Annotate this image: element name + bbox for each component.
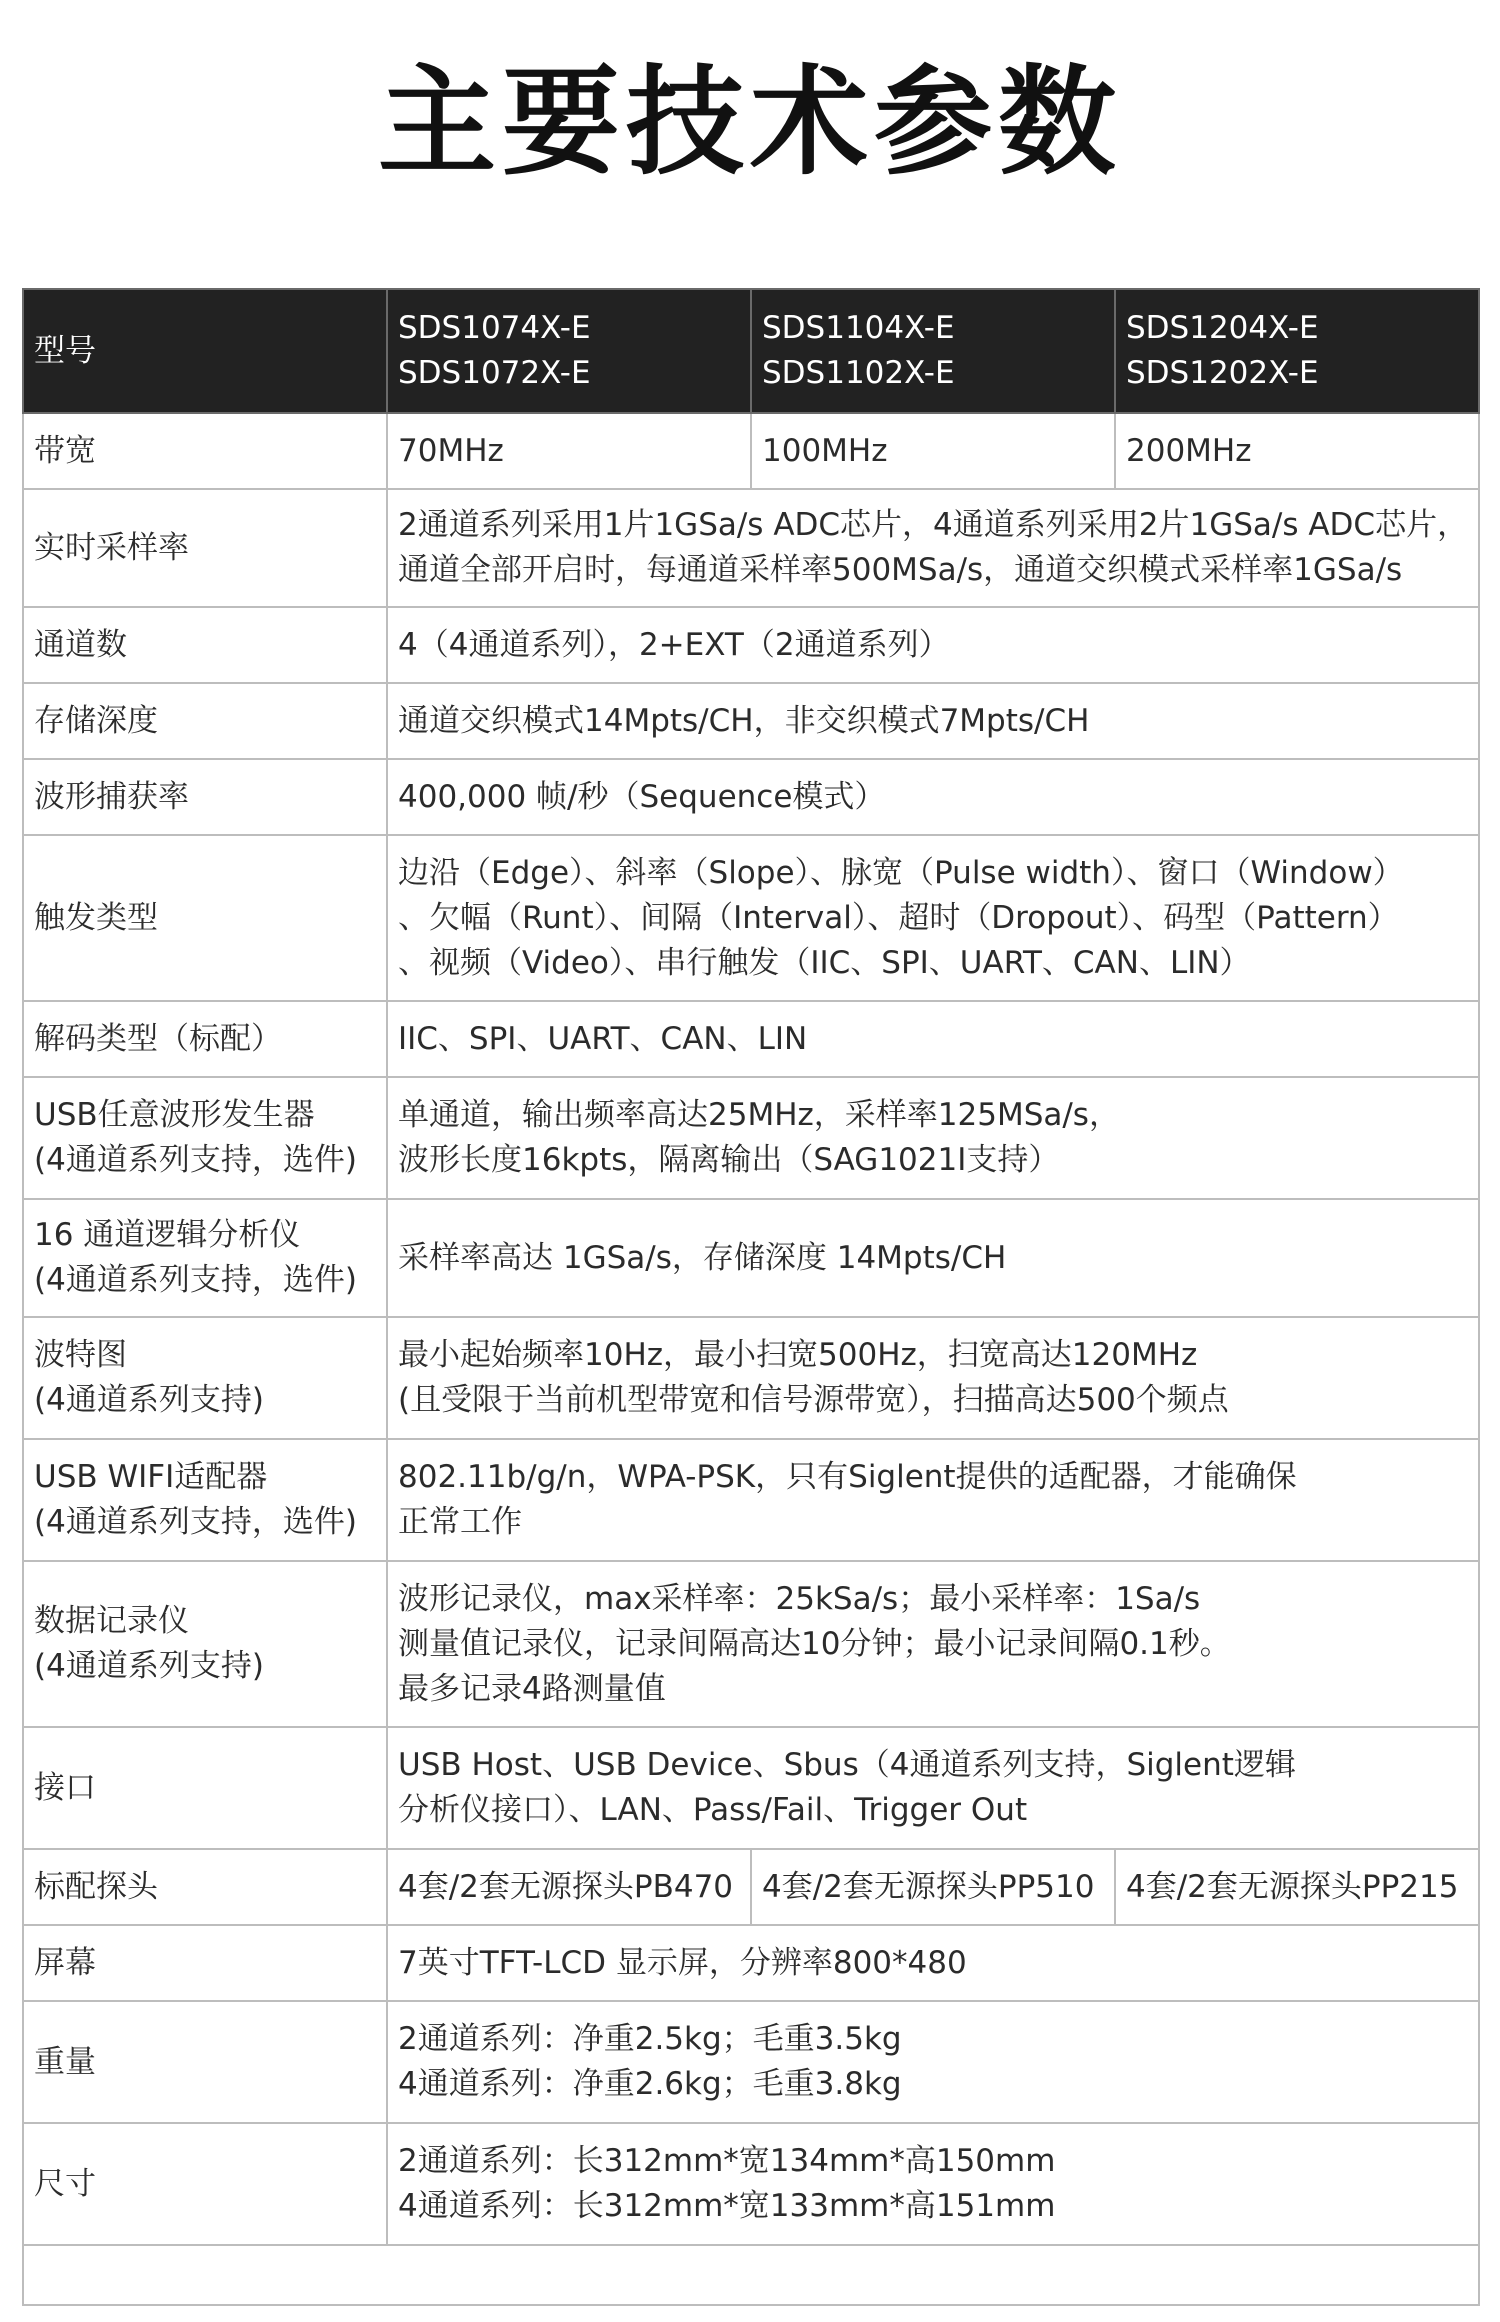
row-label-cell bbox=[23, 1001, 387, 1077]
row-label: 尺寸 bbox=[34, 2165, 96, 2202]
row-value-cell bbox=[387, 1849, 751, 1925]
row-value: 4套/2套无源探头PP510 bbox=[762, 1868, 1095, 1905]
model-name: SDS1204X-E bbox=[1126, 310, 1319, 346]
row-label: 触发类型 bbox=[34, 899, 158, 936]
table-row bbox=[23, 2123, 1479, 2245]
row-value: 最小起始频率10Hz，最小扫宽500Hz，扫宽高达120MHz bbox=[398, 1337, 1198, 1373]
row-label-cell bbox=[23, 759, 387, 835]
row-value-cell bbox=[387, 759, 1479, 835]
table-header-row bbox=[23, 289, 1479, 413]
row-value-cell bbox=[387, 1561, 1479, 1727]
row-value: 最多记录4路测量值 bbox=[398, 1670, 666, 1707]
header-label: 型号 bbox=[34, 332, 96, 369]
row-value-cell bbox=[387, 683, 1479, 759]
row-value-cell bbox=[387, 835, 1479, 1001]
row-value-cell bbox=[387, 1317, 1479, 1439]
row-value: 测量值记录仪，记录间隔高达10分钟；最小记录间隔0.1秒。 bbox=[398, 1625, 1231, 1662]
model-name: SDS1074X-E bbox=[398, 310, 591, 346]
row-value-cell bbox=[1115, 413, 1479, 489]
row-value-cell bbox=[1115, 1849, 1479, 1925]
row-value: 400,000 帧/秒（Sequence模式） bbox=[398, 778, 886, 815]
table-row bbox=[23, 1849, 1479, 1925]
row-value: 2通道系列采用1片1GSa/s ADC芯片，4通道系列采用2片1GSa/s ADC芯片， bbox=[398, 507, 1469, 543]
row-label-cell bbox=[23, 683, 387, 759]
row-value: 正常工作 bbox=[398, 1504, 522, 1540]
model-name: SDS1102X-E bbox=[762, 355, 955, 391]
row-value: 7英寸TFT-LCD 显示屏，分辨率800*480 bbox=[398, 1944, 967, 1981]
row-label: 解码类型（标配） bbox=[34, 1020, 282, 1057]
row-label: (4通道系列支持，选件) bbox=[34, 1262, 357, 1298]
row-value: IIC、SPI、UART、CAN、LIN bbox=[398, 1020, 808, 1057]
row-value: 2通道系列：长312mm*宽134mm*高150mm bbox=[398, 2143, 1056, 2179]
row-label: (4通道系列支持，选件) bbox=[34, 1142, 357, 1178]
header-label-cell bbox=[23, 289, 387, 413]
row-label-cell bbox=[23, 1439, 387, 1561]
row-value-cell bbox=[751, 1849, 1115, 1925]
row-value-cell bbox=[387, 1925, 1479, 2001]
row-value: 4通道系列：长312mm*宽133mm*高151mm bbox=[398, 2188, 1056, 2224]
table-row bbox=[23, 1317, 1479, 1439]
empty-cell bbox=[23, 2245, 1479, 2305]
row-label-cell bbox=[23, 607, 387, 683]
table-row bbox=[23, 1727, 1479, 1849]
row-label: USB WIFI适配器 bbox=[34, 1459, 268, 1495]
row-label-cell bbox=[23, 1199, 387, 1317]
table-row bbox=[23, 1077, 1479, 1199]
table-row bbox=[23, 759, 1479, 835]
row-value: 边沿（Edge）、斜率（Slope）、脉宽（Pulse width）、窗口（Window） bbox=[398, 854, 1404, 891]
row-value: 4通道系列：净重2.6kg；毛重3.8kg bbox=[398, 2066, 902, 2102]
row-label-cell bbox=[23, 1077, 387, 1199]
table-row bbox=[23, 413, 1479, 489]
row-value: 采样率高达 1GSa/s，存储深度 14Mpts/CH bbox=[398, 1239, 1007, 1276]
row-label-cell bbox=[23, 2001, 387, 2123]
row-value-cell bbox=[751, 413, 1115, 489]
row-value: 分析仪接口）、LAN、Pass/Fail、Trigger Out bbox=[398, 1792, 1028, 1828]
model-cell bbox=[1115, 289, 1479, 413]
row-label-cell bbox=[23, 1849, 387, 1925]
row-label-cell bbox=[23, 2123, 387, 2245]
row-value: 70MHz bbox=[398, 432, 504, 469]
model-cell bbox=[387, 289, 751, 413]
row-value-cell bbox=[387, 607, 1479, 683]
row-label: 重量 bbox=[34, 2043, 96, 2080]
row-label-cell bbox=[23, 413, 387, 489]
row-value-cell bbox=[387, 413, 751, 489]
row-label: 波形捕获率 bbox=[34, 778, 189, 815]
table-row bbox=[23, 683, 1479, 759]
row-label: 数据记录仪 bbox=[34, 1603, 189, 1639]
row-label: 接口 bbox=[34, 1769, 96, 1806]
row-label: 带宽 bbox=[34, 432, 96, 469]
row-label: 通道数 bbox=[34, 626, 127, 663]
row-value: 通道全部开启时，每通道采样率500MSa/s，通道交织模式采样率1GSa/s bbox=[398, 552, 1403, 588]
row-label: 波特图 bbox=[34, 1337, 127, 1373]
row-value: 100MHz bbox=[762, 432, 888, 469]
row-label-cell bbox=[23, 1561, 387, 1727]
model-name: SDS1104X-E bbox=[762, 310, 955, 346]
row-value: 通道交织模式14Mpts/CH，非交织模式7Mpts/CH bbox=[398, 702, 1090, 739]
row-label-cell bbox=[23, 1317, 387, 1439]
table-row bbox=[23, 1199, 1479, 1317]
table-row-empty bbox=[23, 2245, 1479, 2305]
spec-table bbox=[22, 288, 1480, 2306]
table-row bbox=[23, 835, 1479, 1001]
row-label: 屏幕 bbox=[34, 1944, 96, 1981]
row-label: 16 通道逻辑分析仪 bbox=[34, 1217, 301, 1253]
table-row bbox=[23, 1561, 1479, 1727]
table-row bbox=[23, 489, 1479, 607]
row-value: 波形记录仪，max采样率：25kSa/s；最小采样率：1Sa/s bbox=[398, 1580, 1201, 1617]
row-value: (且受限于当前机型带宽和信号源带宽），扫描高达500个频点 bbox=[398, 1382, 1229, 1418]
row-label-cell bbox=[23, 1727, 387, 1849]
row-value: 2通道系列：净重2.5kg；毛重3.5kg bbox=[398, 2021, 902, 2057]
row-value: 4套/2套无源探头PB470 bbox=[398, 1868, 734, 1905]
row-label: 标配探头 bbox=[34, 1868, 158, 1905]
row-value: 单通道，输出频率高达25MHz，采样率125MSa/s， bbox=[398, 1097, 1120, 1133]
row-label: USB任意波形发生器 bbox=[34, 1097, 315, 1133]
row-label: (4通道系列支持，选件) bbox=[34, 1504, 357, 1540]
row-value-cell bbox=[387, 1077, 1479, 1199]
table-row bbox=[23, 1001, 1479, 1077]
row-value-cell bbox=[387, 1001, 1479, 1077]
model-cell bbox=[751, 289, 1115, 413]
row-value-cell bbox=[387, 1439, 1479, 1561]
row-value-cell bbox=[387, 1199, 1479, 1317]
table-row bbox=[23, 1439, 1479, 1561]
row-value: USB Host、USB Device、Sbus（4通道系列支持，Siglent逻辑 bbox=[398, 1747, 1296, 1783]
table-row bbox=[23, 2001, 1479, 2123]
row-value: 802.11b/g/n，WPA-PSK，只有Siglent提供的适配器，才能确保 bbox=[398, 1459, 1297, 1495]
table-row bbox=[23, 1925, 1479, 2001]
row-value: 4套/2套无源探头PP215 bbox=[1126, 1868, 1459, 1905]
row-label: (4通道系列支持) bbox=[34, 1648, 264, 1684]
row-label-cell bbox=[23, 1925, 387, 2001]
row-label: 实时采样率 bbox=[34, 529, 189, 566]
row-value: 200MHz bbox=[1126, 432, 1252, 469]
row-label: 存储深度 bbox=[34, 702, 158, 739]
page-title: 主要技术参数 bbox=[377, 53, 1122, 191]
row-value-cell bbox=[387, 1727, 1479, 1849]
row-label-cell bbox=[23, 489, 387, 607]
row-value: 波形长度16kpts，隔离输出（SAG1021I支持） bbox=[398, 1142, 1060, 1178]
table-row bbox=[23, 607, 1479, 683]
row-value: 4（4通道系列），2+EXT（2通道系列） bbox=[398, 626, 950, 663]
row-value: 、欠幅（Runt）、间隔（Interval）、超时（Dropout）、码型（Pattern） bbox=[398, 899, 1399, 936]
row-label-cell bbox=[23, 835, 387, 1001]
row-value-cell bbox=[387, 2123, 1479, 2245]
row-value-cell bbox=[387, 2001, 1479, 2123]
row-label: (4通道系列支持) bbox=[34, 1382, 264, 1418]
row-value-cell bbox=[387, 489, 1479, 607]
model-name: SDS1202X-E bbox=[1126, 355, 1319, 391]
row-value: 、视频（Video）、串行触发（IIC、SPI、UART、CAN、LIN） bbox=[398, 944, 1251, 981]
model-name: SDS1072X-E bbox=[398, 355, 591, 391]
